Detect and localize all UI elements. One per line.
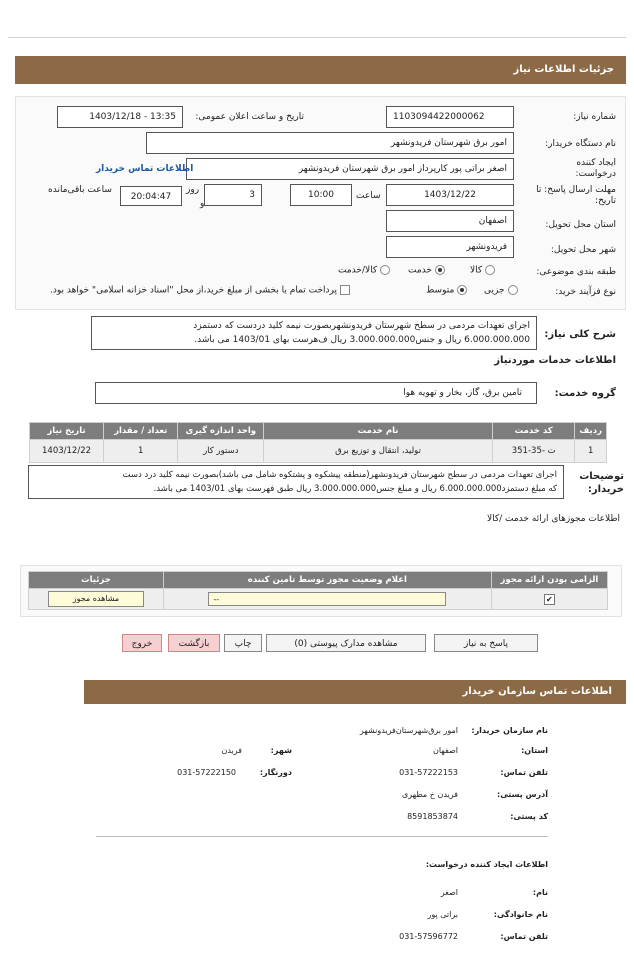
view-license-button[interactable]: مشاهده مجوز — [48, 591, 144, 607]
col-row: ردیف — [575, 423, 607, 440]
contact-postal-label: کد پستی: — [510, 812, 548, 821]
back-button[interactable]: بازگشت — [168, 634, 220, 652]
col-unit: واحد اندازه گیری — [178, 423, 264, 440]
cell-service-name: تولید، انتقال و توزیع برق — [264, 440, 493, 463]
creator-label-1: ایجاد کننده — [576, 158, 616, 168]
city-label: شهر محل تحویل: — [550, 245, 616, 255]
province-label: استان محل تحویل: — [545, 220, 616, 230]
days-field: 3 — [204, 184, 262, 206]
summary-box — [91, 316, 537, 350]
buyer-notes-line-1: اجرای تعهدات مردمی در سطح شهرستان فریدونشهر(منطقه پیشکوه و پشتکوه شامل می باشد)بصورت نیمه کلید درد دست — [122, 470, 557, 480]
contact-city-label: شهر: — [270, 746, 292, 755]
contact-province-label: استان: — [521, 746, 548, 755]
contact-title: اطلاعات تماس سازمان خریدار — [462, 686, 612, 697]
summary-line-1: اجرای تعهدات مردمی در سطح شهرستان فریدونشهربصورت نیمه کلید دردست که دستمزد — [193, 321, 530, 331]
category-option-goods[interactable]: کالا — [470, 265, 498, 276]
col-need-date: تاریخ نیاز — [30, 423, 104, 440]
buyer-org-label: نام دستگاه خریدار: — [545, 139, 616, 149]
contact-phone-value: 031-57222153 — [399, 768, 458, 777]
contact-phone-label: تلفن تماس: — [500, 768, 548, 777]
deadline-time-field: 10:00 — [290, 184, 352, 206]
reply-button[interactable]: پاسخ به نیاز — [434, 634, 538, 652]
licenses-table — [28, 571, 608, 610]
summary-line-2: 6.000.000.000 ریال و جنس3.000.000.000 ریال ف‌هرست بهای 1403/01 می باشد. — [194, 335, 530, 345]
cell-need-date: 1403/12/22 — [30, 440, 104, 463]
cell-license-details — [29, 589, 164, 610]
payment-note[interactable]: پرداخت تمام یا بخشی از مبلغ خرید،از محل "اسناد خزانه اسلامی" خواهد بود. — [50, 285, 353, 296]
category-option-service[interactable]: خدمت — [408, 265, 448, 276]
col-license-details: جزئیات — [29, 572, 164, 589]
creator-first-name-label: نام: — [532, 888, 548, 897]
exit-button[interactable]: خروج — [122, 634, 162, 652]
deadline-label-1: مهلت ارسال پاسخ: تا — [536, 185, 616, 195]
creator-phone-value: 031-57596772 — [399, 932, 458, 941]
contact-fax-label: دورنگار: — [259, 768, 292, 777]
license-status-field[interactable]: -- — [208, 592, 446, 606]
radio-icon[interactable] — [508, 285, 518, 295]
cell-license-status — [163, 589, 491, 610]
need-number-label: شماره نیاز: — [573, 112, 616, 122]
col-service-code: کد خدمت — [492, 423, 574, 440]
table-row — [30, 440, 607, 463]
creator-first-name-value: اصغر — [440, 888, 458, 897]
buyer-notes-box — [28, 465, 564, 499]
days-label: روز — [186, 185, 200, 195]
service-group-label: گروه خدمت: — [554, 388, 616, 399]
cell-row: 1 — [575, 440, 607, 463]
col-license-required: الزامی بودن ارائه مجوز — [491, 572, 607, 589]
contact-province-value: اصفهان — [432, 746, 458, 755]
page-title: جزئیات اطلاعات نیاز — [513, 64, 614, 75]
buyer-notes-label-1: توضیحات — [579, 471, 624, 482]
cell-service-code: ت -35-351 — [492, 440, 574, 463]
checkbox-icon[interactable] — [340, 285, 350, 295]
service-group-field: تامین برق، گاز، بخار و تهویه هوا — [95, 382, 537, 404]
radio-selected-icon[interactable] — [435, 265, 445, 275]
buyer-notes-line-2: که مبلغ دستمزد6.000.000.000 ریال و مبلغ جنس3.000.000.000 ریال طبق فهرست بهای 1403/01 می باشد. — [153, 484, 557, 494]
creator-phone-label: تلفن تماس: — [500, 932, 548, 941]
licenses-title: اطلاعات مجوزهای ارائه خدمت /کالا — [486, 514, 620, 524]
deadline-label-2: تاریخ: — [595, 196, 616, 206]
process-option-medium[interactable]: متوسط — [426, 285, 470, 296]
process-label: نوع فرآیند خرید: — [555, 287, 616, 297]
table-row — [29, 589, 608, 610]
contact-address-value: فریدن خ مطهری — [402, 790, 458, 799]
col-quantity: تعداد / مقدار — [104, 423, 178, 440]
contact-postal-value: 8591853874 — [407, 812, 458, 821]
category-label: طبقه بندی موضوعی: — [536, 267, 616, 277]
services-table — [29, 422, 607, 463]
contact-org-label: نام سازمان خریدار: — [471, 726, 548, 735]
cell-quantity: 1 — [104, 440, 178, 463]
contact-org-value: امور برق‌شهرستان‌فریدونشهر — [359, 726, 458, 735]
remaining-time-field: 20:04:47 — [120, 186, 182, 206]
deadline-date-field: 1403/12/22 — [386, 184, 514, 206]
buyer-contact-link[interactable]: اطلاعات تماس خریدار — [96, 164, 194, 174]
checkbox-checked-icon[interactable]: ✔ — [544, 594, 555, 605]
and-label: و — [200, 199, 205, 209]
col-service-name: نام خدمت — [264, 423, 493, 440]
creator-label-2: درخواست: — [575, 169, 616, 179]
summary-label: شرح کلی نیاز: — [544, 329, 616, 340]
print-button[interactable]: چاپ — [224, 634, 262, 652]
contact-header — [84, 680, 626, 704]
contact-address-label: آدرس پستی: — [497, 790, 548, 799]
page-header — [15, 56, 626, 84]
category-option-goods-service[interactable]: کالا/خدمت — [338, 265, 393, 276]
creator-info-title: اطلاعات ایجاد کننده درخواست: — [425, 860, 548, 869]
announce-field: 1403/12/18 - 13:35 — [57, 106, 183, 128]
services-title: اطلاعات خدمات موردنیاز — [494, 355, 616, 366]
cell-license-required — [491, 589, 607, 610]
contact-city-value: فریدن — [221, 746, 242, 755]
time-label: ساعت — [356, 191, 381, 201]
contact-fax-value: 031-57222150 — [177, 768, 236, 777]
contact-divider — [96, 836, 548, 837]
radio-icon[interactable] — [485, 265, 495, 275]
province-field: اصفهان — [386, 210, 514, 232]
radio-icon[interactable] — [380, 265, 390, 275]
need-number-field: 1103094422000062 — [386, 106, 514, 128]
col-license-status: اعلام وضعیت مجوز توسط تامین کننده — [163, 572, 491, 589]
creator-field: اصغر براتی پور کارپرداز امور برق شهرستان فریدونشهر — [186, 158, 514, 180]
cell-unit: دستور کار — [178, 440, 264, 463]
process-option-minor[interactable]: جزیی — [484, 285, 521, 296]
city-field: فریدونشهر — [386, 236, 514, 258]
radio-selected-icon[interactable] — [457, 285, 467, 295]
view-attachments-button[interactable]: مشاهده مدارک پیوستی (0) — [266, 634, 426, 652]
buyer-notes-label-2: خریدار: — [587, 484, 624, 495]
announce-label: تاریخ و ساعت اعلان عمومی: — [195, 112, 304, 122]
creator-last-name-label: نام خانوادگی: — [493, 910, 548, 919]
remaining-label: ساعت باقی‌مانده — [48, 185, 112, 195]
buyer-org-field: امور برق شهرستان فریدونشهر — [146, 132, 514, 154]
creator-last-name-value: براتی پور — [427, 910, 458, 919]
